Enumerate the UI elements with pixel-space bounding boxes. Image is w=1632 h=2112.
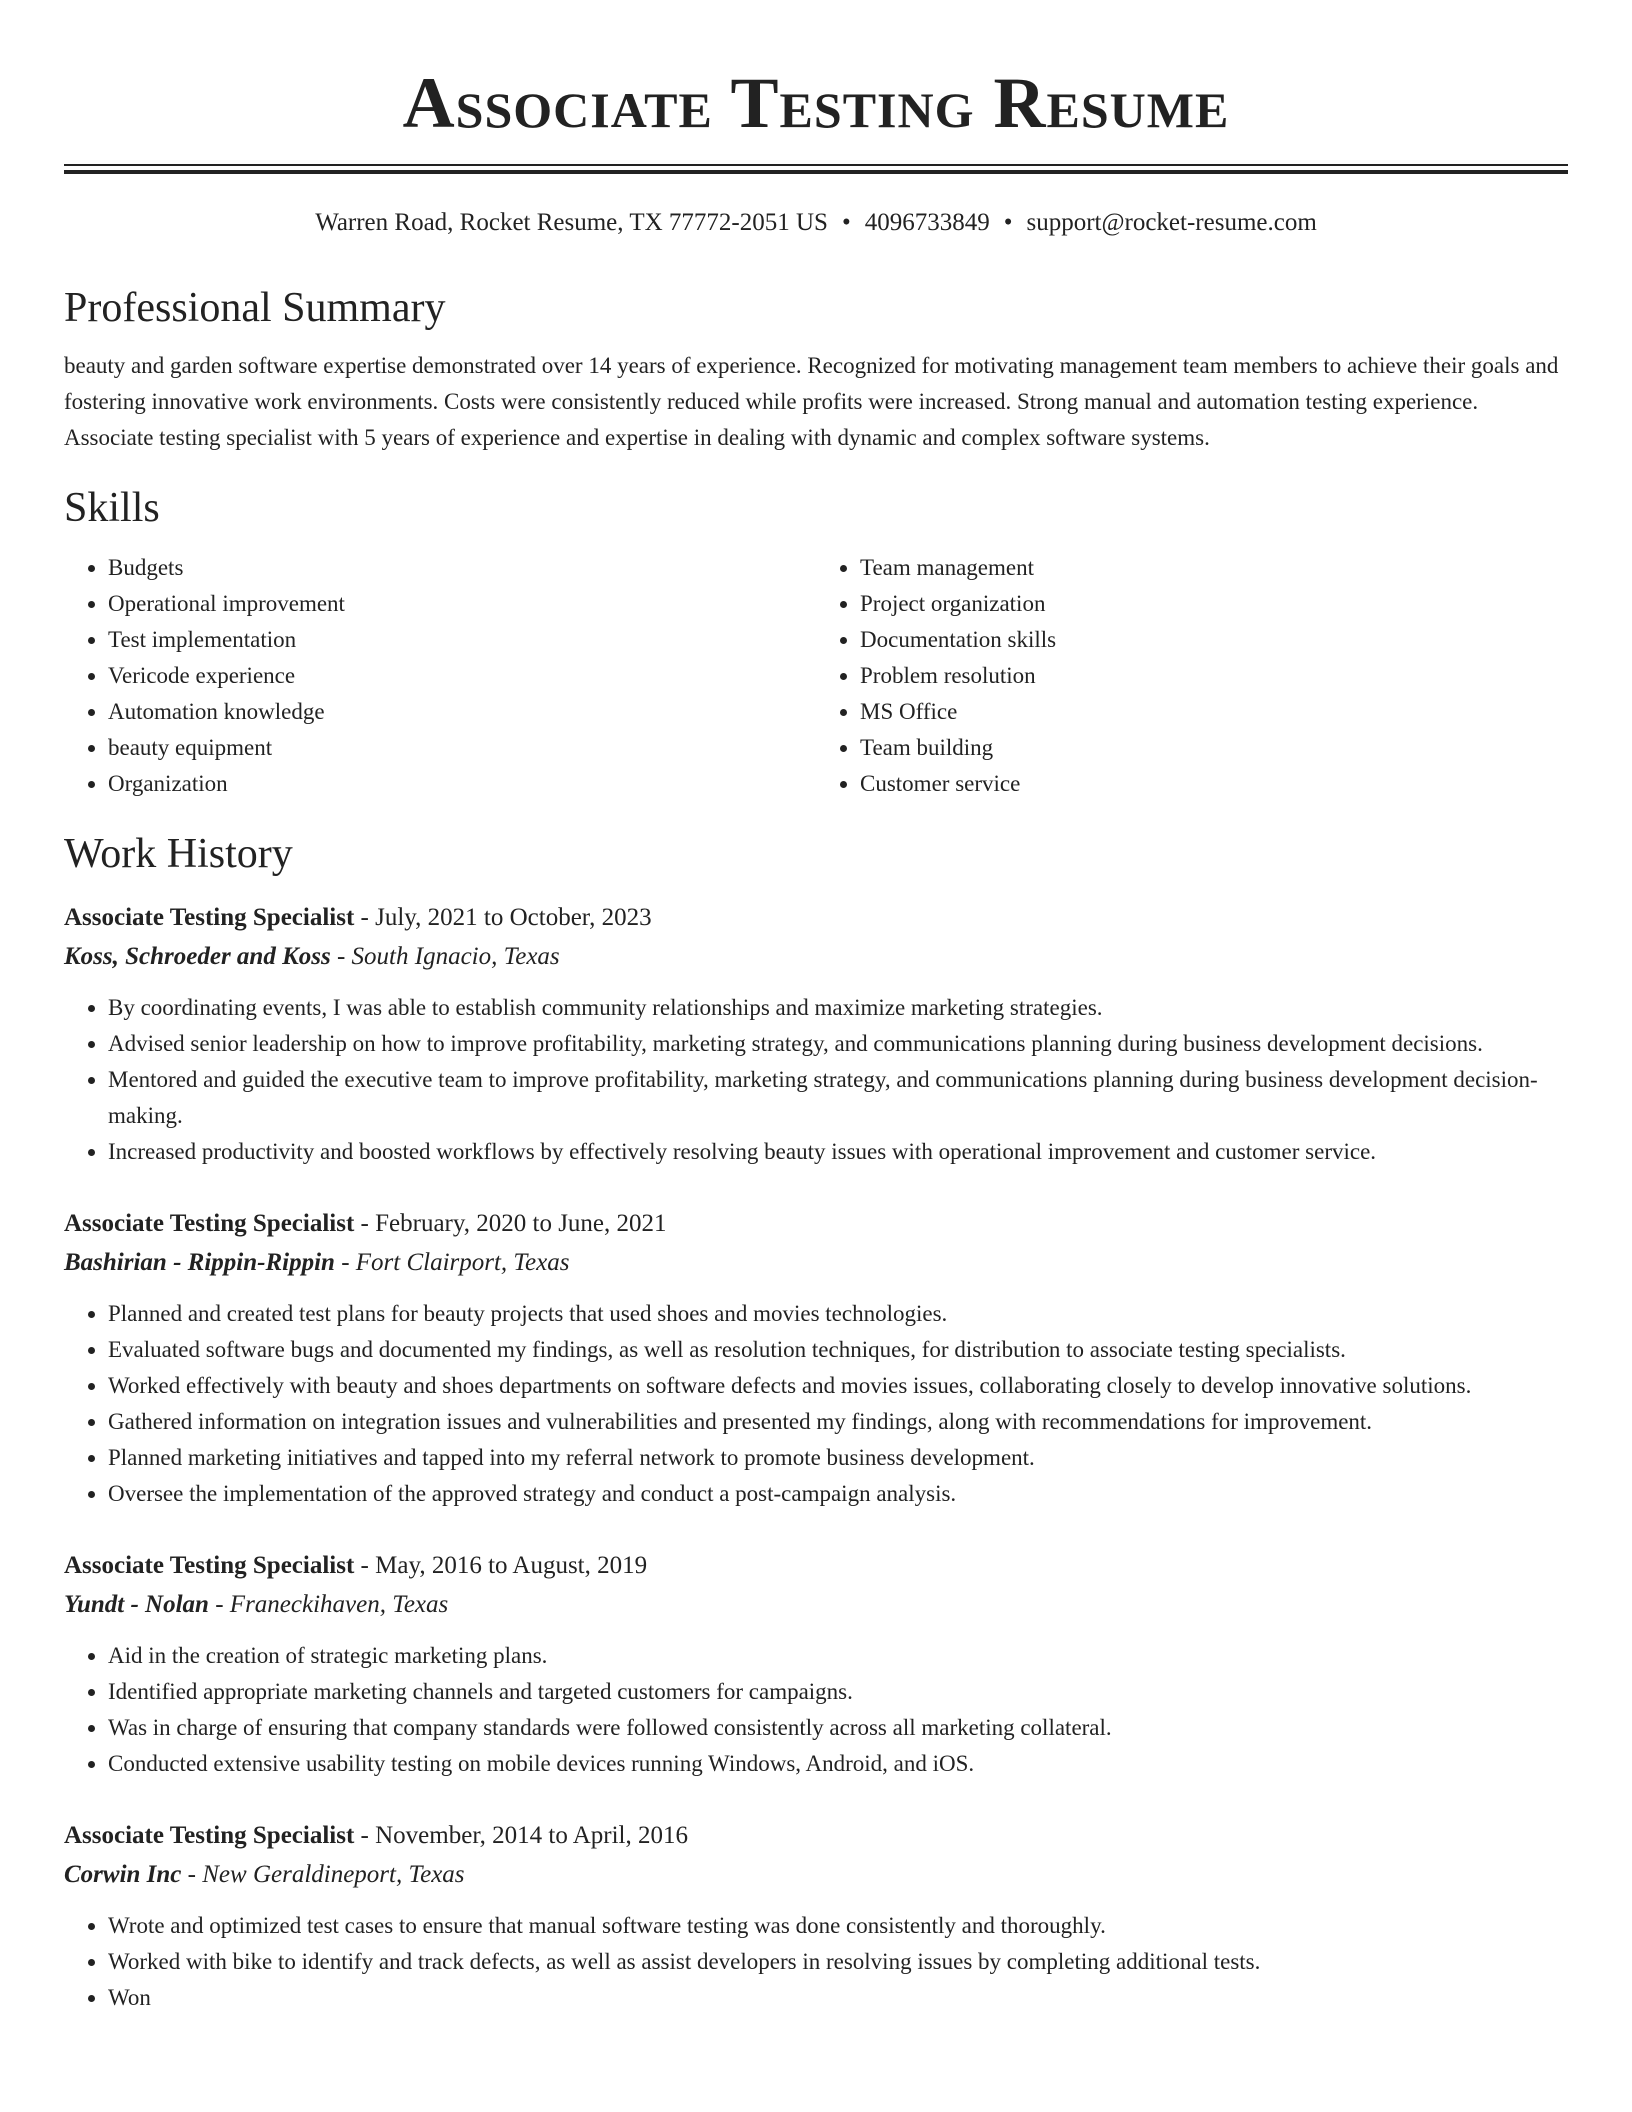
job-header [64, 898, 1568, 937]
contact-separator: • [1003, 209, 1013, 236]
skill-item: • Team building [860, 730, 1568, 766]
skill-item: • beauty equipment [108, 730, 816, 766]
job-title: Associate Testing Specialist [64, 1822, 355, 1849]
job-bullet: • Planned marketing initiatives and tapped into my referral network to promote business development. [108, 1440, 1568, 1476]
job-bullet: • Evaluated software bugs and documented my findings, as well as resolution techniques, for distribution to associate testing specialists. [108, 1332, 1568, 1368]
job-bullets [64, 1638, 1568, 1782]
job-title: Associate Testing Specialist [64, 904, 355, 931]
job-header [64, 1816, 1568, 1855]
work-history-section [64, 828, 1568, 2016]
job-location: - Fort Clairport, Texas [334, 1249, 570, 1276]
job-company: Bashirian - Rippin-Rippin [64, 1249, 335, 1276]
job-bullet: • Wrote and optimized test cases to ensure that manual software testing was done consistently and thoroughly. [108, 1908, 1568, 1944]
job-bullet: • Worked with bike to identify and track defects, as well as assist developers in resolving issues by completing additional tests. [108, 1944, 1568, 1980]
job-header [64, 1204, 1568, 1243]
job-bullet: • Oversee the implementation of the approved strategy and conduct a post-campaign analysis. [108, 1476, 1568, 1512]
job-company: Yundt - Nolan [64, 1591, 209, 1618]
professional-summary-section [64, 282, 1568, 456]
title-divider [64, 164, 1568, 174]
job-bullets [64, 990, 1568, 1170]
job-bullet: • Was in charge of ensuring that company standards were followed consistently across all marketing collateral. [108, 1710, 1568, 1746]
job-title: Associate Testing Specialist [64, 1552, 355, 1579]
job-dates: - July, 2021 to October, 2023 [354, 904, 652, 931]
section-heading-summary: Professional Summary [64, 285, 446, 331]
skill-item: • Problem resolution [860, 658, 1568, 694]
job-entry [64, 898, 1568, 1170]
job-entry [64, 1546, 1568, 1782]
job-bullet: • Aid in the creation of strategic marketing plans. [108, 1638, 1568, 1674]
contact-email: support@rocket-resume.com [1026, 209, 1317, 236]
job-bullet: • Won [108, 1980, 1568, 2016]
job-location: - Franeckihaven, Texas [208, 1591, 449, 1618]
resume-title: Associate Testing Resume [402, 63, 1230, 143]
job-bullet: • Advised senior leadership on how to improve profitability, marketing strategy, and communications planning during business development decisions. [108, 1026, 1568, 1062]
job-entry [64, 1816, 1568, 2016]
contact-separator: • [841, 209, 851, 236]
skills-grid [64, 550, 1568, 802]
skill-item: • MS Office [860, 694, 1568, 730]
job-bullets [64, 1296, 1568, 1512]
job-company: Corwin Inc [64, 1861, 182, 1888]
skill-item: • Test implementation [108, 622, 816, 658]
section-heading-work-history: Work History [64, 831, 293, 877]
job-bullets [64, 1908, 1568, 2016]
contact-address: Warren Road, Rocket Resume, TX 77772-2051 US [315, 209, 828, 236]
job-bullet: • Gathered information on integration issues and vulnerabilities and presented my findings, along with recommendations for improvement. [108, 1404, 1568, 1440]
skill-item: • Organization [108, 766, 816, 802]
job-location: - South Ignacio, Texas [330, 943, 560, 970]
skill-item: • Vericode experience [108, 658, 816, 694]
job-bullet: • Conducted extensive usability testing on mobile devices running Windows, Android, and iOS. [108, 1746, 1568, 1782]
skill-item: • Budgets [108, 550, 816, 586]
job-bullet: • Worked effectively with beauty and shoes departments on software defects and movies issues, collaborating closely to develop innovative solutions. [108, 1368, 1568, 1404]
job-employer [64, 1243, 1568, 1282]
section-heading-skills: Skills [64, 485, 160, 531]
skills-list-right [816, 550, 1568, 802]
job-employer [64, 1855, 1568, 1894]
job-bullet: • By coordinating events, I was able to establish community relationships and maximize marketing strategies. [108, 990, 1568, 1026]
skills-section [64, 482, 1568, 802]
job-dates: - May, 2016 to August, 2019 [354, 1552, 648, 1579]
skill-item: • Documentation skills [860, 622, 1568, 658]
job-bullet: • Planned and created test plans for beauty projects that used shoes and movies technologies. [108, 1296, 1568, 1332]
contact-phone: 4096733849 [864, 209, 990, 236]
job-location: - New Geraldineport, Texas [181, 1861, 465, 1888]
job-dates: - November, 2014 to April, 2016 [354, 1822, 688, 1849]
skills-list-left [64, 550, 816, 802]
skill-item: • Operational improvement [108, 586, 816, 622]
job-company: Koss, Schroeder and Koss [64, 943, 331, 970]
job-title: Associate Testing Specialist [64, 1210, 355, 1237]
skill-item: • Project organization [860, 586, 1568, 622]
job-employer [64, 1585, 1568, 1624]
summary-text: beauty and garden software expertise demonstrated over 14 years of experience. Recognized for motivating management team members to achieve their goals and fostering innovative work environments. Costs were consistently reduced while profits were increased. Strong manual and automation testing experience. Associate testing specialist with 5 years of experience and expertise in dealing with dynamic and complex software systems. [64, 353, 1559, 450]
job-dates: - February, 2020 to June, 2021 [354, 1210, 667, 1237]
job-entry [64, 1204, 1568, 1512]
job-bullet: • Increased productivity and boosted workflows by effectively resolving beauty issues with operational improvement and customer service. [108, 1134, 1568, 1170]
contact-line [64, 206, 1568, 240]
skill-item: • Automation knowledge [108, 694, 816, 730]
skill-item: • Customer service [860, 766, 1568, 802]
job-header [64, 1546, 1568, 1585]
job-bullet: • Mentored and guided the executive team to improve profitability, marketing strategy, and communications planning during business development decision-making. [108, 1062, 1568, 1134]
skill-item: • Team management [860, 550, 1568, 586]
job-bullet: • Identified appropriate marketing channels and targeted customers for campaigns. [108, 1674, 1568, 1710]
job-employer [64, 937, 1568, 976]
